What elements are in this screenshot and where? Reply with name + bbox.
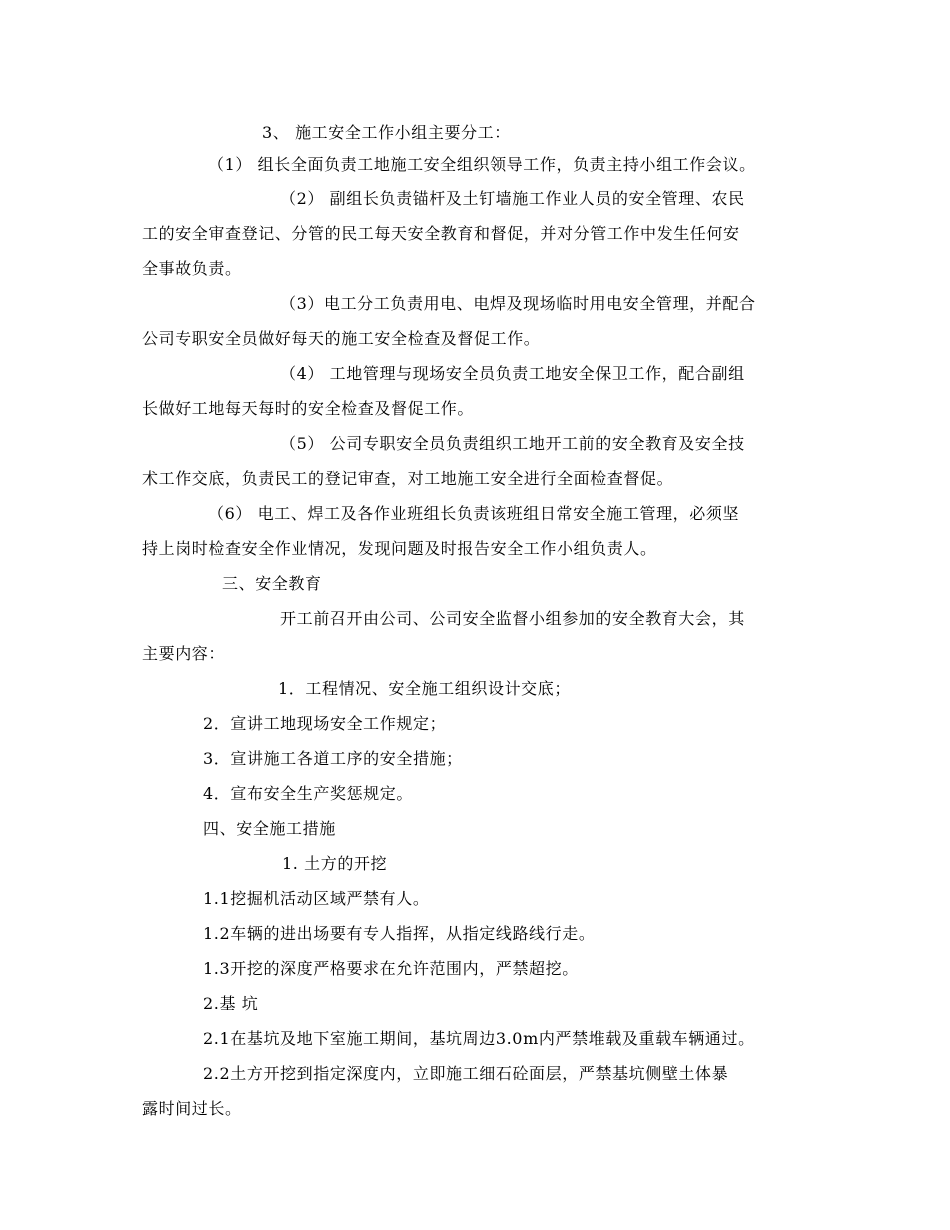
subsection-heading-work-division: 3、 施工安全工作小组主要分工： bbox=[262, 123, 511, 142]
measure-2-1: 2.1在基坑及地下室施工期间，基坑周边3.0m内严禁堆载及重载车辆通过。 bbox=[203, 1029, 755, 1048]
education-item-1: 1．工程情况、安全施工组织设计交底； bbox=[278, 679, 571, 698]
measure-1-2: 1.2车辆的进出场要有专人指挥，从指定线路线行走。 bbox=[203, 924, 596, 943]
paragraph-6-line-2: 持上岗时检查安全作业情况，发现问题及时报告安全工作小组负责人。 bbox=[142, 539, 657, 558]
section-heading-safety-measures: 四、安全施工措施 bbox=[203, 819, 336, 838]
education-item-3: 3．宣讲施工各道工序的安全措施； bbox=[203, 749, 463, 768]
subsection-heading-earthwork: 1. 土方的开挖 bbox=[282, 854, 388, 873]
paragraph-5-line-1: （5） 公司专职安全员负责组织工地开工前的安全教育及安全技 bbox=[280, 434, 745, 453]
paragraph-3-line-2: 公司专职安全员做好每天的施工安全检查及督促工作。 bbox=[142, 329, 541, 348]
paragraph-4-line-2: 长做好工地每天每时的安全检查及督促工作。 bbox=[142, 399, 475, 418]
education-intro-line-2: 主要内容： bbox=[142, 644, 226, 663]
measure-2-2-line-1: 2.2土方开挖到指定深度内，立即施工细石砼面层，严禁基坑侧壁土体暴 bbox=[203, 1064, 729, 1083]
subsection-heading-foundation-pit: 2.基 坑 bbox=[203, 994, 259, 1013]
measure-1-3: 1.3开挖的深度严格要求在允许范围内，严禁超挖。 bbox=[203, 959, 579, 978]
measure-2-2-line-2: 露时间过长。 bbox=[142, 1099, 242, 1118]
education-item-2: 2．宣讲工地现场安全工作规定； bbox=[203, 714, 447, 733]
paragraph-5-line-2: 术工作交底，负责民工的登记审查，对工地施工安全进行全面检查督促。 bbox=[142, 469, 674, 488]
paragraph-3-line-1: （3）电工分工负责用电、电焊及现场临时用电安全管理，并配合 bbox=[280, 294, 756, 313]
paragraph-4-line-1: （4） 工地管理与现场安全员负责工地安全保卫工作，配合副组 bbox=[280, 364, 745, 383]
education-intro-line-1: 开工前召开由公司、公司安全监督小组参加的安全教育大会，其 bbox=[280, 609, 745, 628]
paragraph-2-line-1: （2） 副组长负责锚杆及土钉墙施工作业人员的安全管理、农民 bbox=[280, 189, 745, 208]
paragraph-6-line-1: （6） 电工、焊工及各作业班组长负责该班组日常安全施工管理，必须坚 bbox=[208, 504, 740, 523]
paragraph-2-line-2: 工的安全审查登记、分管的民工每天安全教育和督促，并对分管工作中发生任何安 bbox=[142, 224, 740, 243]
section-heading-safety-education: 三、安全教育 bbox=[222, 574, 322, 593]
paragraph-1-line-1: （1） 组长全面负责工地施工安全组织领导工作，负责主持小组工作会议。 bbox=[208, 155, 756, 174]
paragraph-2-line-3: 全事故负责。 bbox=[142, 259, 242, 278]
education-item-4: 4．宣布安全生产奖惩规定。 bbox=[203, 784, 413, 803]
measure-1-1: 1.1挖掘机活动区域严禁有人。 bbox=[203, 889, 430, 908]
